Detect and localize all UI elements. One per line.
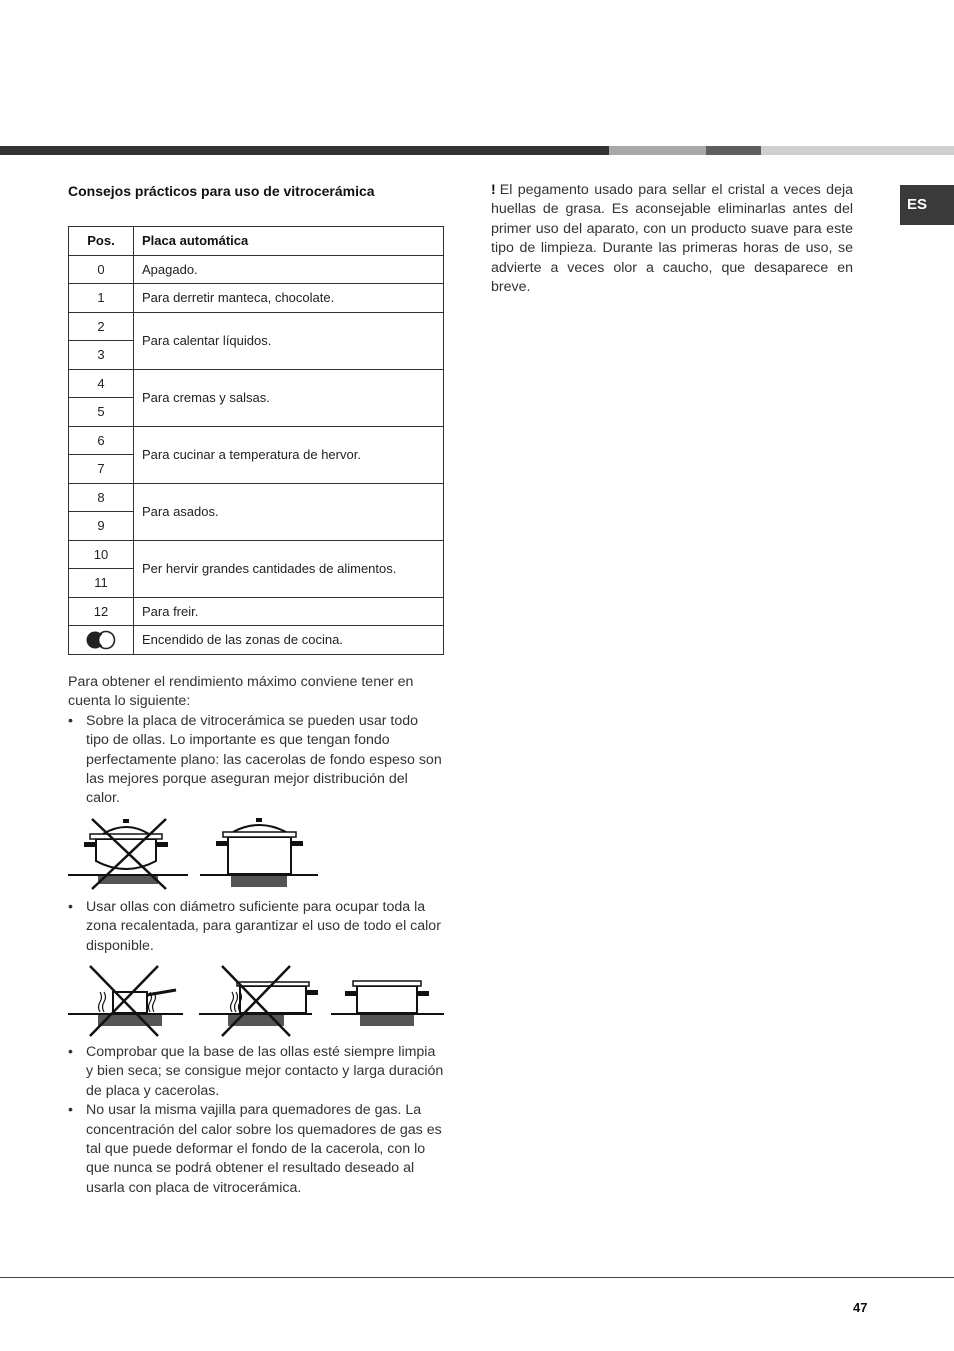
tips-list (68, 712, 444, 809)
desc-cell: Para cucinar a temperatura de hervor. (134, 426, 444, 483)
pot-misaligned-icon (199, 966, 318, 1036)
list-item: • Comprobar que la base de las ollas esté siempre limpia y bien seca; se consigue mejor contacto y larga duración de placa y cacerolas. (68, 1043, 446, 1101)
column-header-pos: Pos. (69, 227, 134, 256)
table-header-row (69, 227, 444, 256)
pot-curved-bottom-icon (68, 819, 188, 889)
column-header-desc: Placa automática (134, 227, 444, 256)
desc-cell: Para asados. (134, 483, 444, 540)
warning-note (491, 181, 853, 297)
table-row (69, 426, 444, 455)
pos-cell: 9 (69, 512, 134, 541)
pos-cell: 8 (69, 483, 134, 512)
bar-segment-dark2 (706, 146, 761, 155)
table-row (69, 284, 444, 313)
intro-text: Para obtener el rendimiento máximo conviene tener en cuenta lo siguiente: (68, 674, 414, 710)
pos-cell: 11 (69, 569, 134, 598)
bar-segment-light (761, 146, 954, 155)
bar-segment-dark (0, 146, 609, 155)
table-row (69, 626, 444, 655)
pos-cell: 4 (69, 369, 134, 398)
pos-cell: 6 (69, 426, 134, 455)
tips-list (68, 898, 444, 956)
pos-cell: 5 (69, 398, 134, 427)
pot-flatness-illustration (68, 815, 324, 896)
desc-cell: Per hervir grandes cantidades de alimentos. (134, 540, 444, 597)
table-row (69, 483, 444, 512)
pot-diameter-illustration (68, 962, 446, 1045)
warning-mark: ! (491, 182, 496, 198)
pos-cell (69, 626, 134, 655)
desc-cell: Encendido de las zonas de cocina. (134, 626, 444, 655)
pos-cell: 3 (69, 341, 134, 370)
tips-block-1 (68, 673, 444, 809)
header-color-bar (0, 146, 954, 155)
pot-too-small-icon (68, 966, 183, 1036)
tips-list (68, 1043, 446, 1198)
table-row (69, 597, 444, 626)
pos-cell: 0 (69, 255, 134, 284)
pos-cell: 12 (69, 597, 134, 626)
pot-flat-bottom-icon (200, 818, 318, 887)
dual-zone-icon (84, 630, 118, 650)
table-row (69, 540, 444, 569)
desc-cell: Para derretir manteca, chocolate. (134, 284, 444, 313)
cooking-modes-table (68, 226, 444, 655)
table-row (69, 312, 444, 341)
tips-block-2 (68, 898, 444, 956)
section-title: Consejos prácticos para uso de vitrocerámica (68, 183, 375, 199)
desc-cell: Para cremas y salsas. (134, 369, 444, 426)
page-number: 47 (853, 1300, 868, 1315)
pos-cell: 1 (69, 284, 134, 313)
warning-text: El pegamento usado para sellar el cristal a veces deja huellas de grasa. Es aconsejable eliminarlas antes del primer uso del aparato, con un producto suave para este tipo de limpieza. Durante las primeras horas de uso, se advierte a veces olor a caucho, que desaparece en breve. (491, 182, 853, 296)
list-item: • Usar ollas con diámetro suficiente para ocupar toda la zona recalentada, para garantizar el uso de todo el calor disponible. (68, 898, 444, 956)
tips-block-3 (68, 1043, 446, 1198)
desc-cell: Para freir. (134, 597, 444, 626)
list-item: • No usar la misma vajilla para quemadores de gas. La concentración del calor sobre los quemadores de gas es tal que puede deformar el fondo de la cacerola, con lo que nunca se podrá obtener el resultado deseado al usarla con placa de vitrocerámica. (68, 1101, 446, 1198)
language-tab: ES (900, 185, 954, 225)
pos-cell: 2 (69, 312, 134, 341)
desc-cell: Apagado. (134, 255, 444, 284)
desc-cell: Para calentar líquidos. (134, 312, 444, 369)
pos-cell: 7 (69, 455, 134, 484)
footer-rule (0, 1277, 954, 1278)
pot-correct-size-icon (331, 981, 444, 1026)
pos-cell: 10 (69, 540, 134, 569)
list-item: • Sobre la placa de vitrocerámica se pueden usar todo tipo de ollas. Lo importante es que tengan fondo perfectamente plano: las cacerolas de fondo espeso son las mejores porque aseguran mejor distribución del calor. (68, 712, 444, 809)
table-row (69, 255, 444, 284)
table-row (69, 369, 444, 398)
bar-segment-mid (609, 146, 706, 155)
